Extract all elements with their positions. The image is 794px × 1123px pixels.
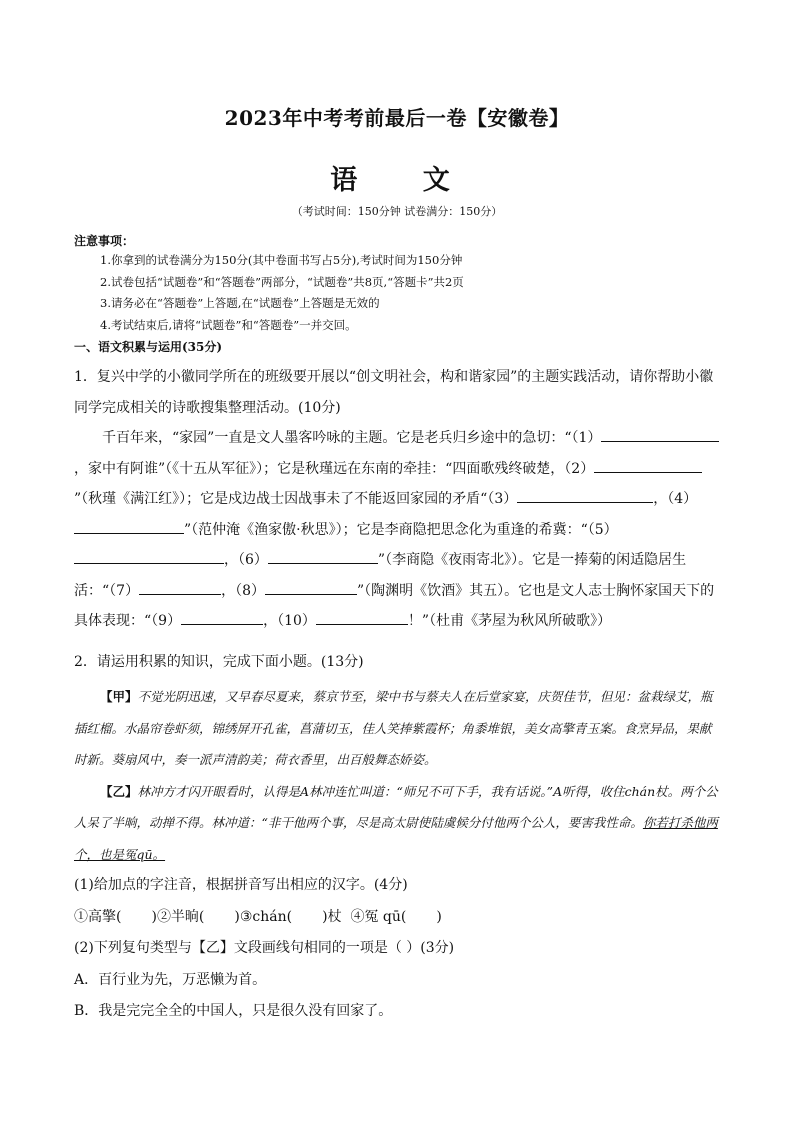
- subquestion-1-items: ①高擎( )②半晌( )③chán( )杖 ④冤 qū( ): [74, 908, 442, 925]
- blank-3[interactable]: [517, 486, 653, 503]
- passage-jia: 【甲】不觉光阴迅速，又早春尽夏来，蔡京节至，梁中书与蔡夫人在后堂家宴，庆贺佳节，但见：盆栽绿艾，瓶插红榴。水晶帘卷虾须，锦绣屏开孔雀，菖蒲切玉，佳人笑捧紫霞杯；角黍堆银，美女高擎青玉案。食烹异品，果献时新。葵扇风中，奏一派声清韵美；荷衣香里，出百般舞态娇姿。: [74, 689, 713, 767]
- exam-meta: （考试时间：150分钟 试卷满分：150分）: [291, 205, 503, 218]
- blank-10[interactable]: [316, 608, 408, 625]
- subject-title: 语 文: [330, 165, 478, 196]
- blank-4[interactable]: [74, 517, 184, 534]
- subquestion-2: (2)下列复句类型与【乙】文段画线句相同的一项是（ ）(3分): [74, 940, 455, 956]
- passage-yi-tag: 【乙】: [100, 783, 138, 799]
- question-1-passage: 千百年来，“家园”一直是文人墨客吟咏的主题。它是老兵归乡途中的急切：“（1），家中有阿谁”（《十五从军征》）；它是秋瑾远在东南的牵挂：“四面歌残终破楚，（2）”（秋瑾《满江红》）；它是戍边战士因战事未了不能返回家园的矛盾“（3） ，（4） ”（范仲淹《渔家傲·秋思》）；它是李商隐把思念化为重逢的希冀：“（5） ，（6） ”（李商隐《夜雨寄北》）。它是一捧菊的闲适隐居生活：“（7） ，（8） ”（陶渊明《饮酒》其五）。它也是文人志士胸怀家国天下的具体表现：“（9） ，（10） ！”（杜甫《茅屋为秋风所破歌》）: [74, 423, 722, 637]
- notice-item: 2.试卷包括“试题卷”和“答题卷”两部分，“试题卷”共8页,“答题卡”共2页: [100, 274, 464, 289]
- blank-2[interactable]: [594, 456, 702, 473]
- question-2-subquestions: [74, 870, 722, 1028]
- blank-5[interactable]: [74, 547, 224, 564]
- passage-jia-tag: 【甲】: [100, 689, 138, 704]
- notice-list: [74, 250, 722, 336]
- notice-heading: 注意事项：: [74, 234, 135, 248]
- blank-8[interactable]: [265, 578, 357, 595]
- question-1: [74, 362, 722, 637]
- blank-7[interactable]: [139, 578, 221, 595]
- blank-1[interactable]: [601, 425, 719, 442]
- exam-title: 2023年中考考前最后一卷【安徽卷】: [224, 106, 570, 130]
- blank-6[interactable]: [268, 547, 378, 564]
- section-heading: 一、语文积累与运用(35分): [74, 340, 223, 354]
- underlined-sentence: 你若打杀他两个，也是冤qū。: [74, 815, 718, 862]
- option-b: B．我是完完全全的中国人，只是很久没有回家了。: [74, 1003, 393, 1019]
- question-2-passages: [74, 681, 722, 870]
- notice-item: 3.请务必在“答题卷”上答题,在“试题卷”上答题是无效的: [100, 296, 380, 310]
- blank-9[interactable]: [181, 608, 263, 625]
- notice-item: 4.考试结束后,请将“试题卷”和“答题卷”一并交回。: [100, 317, 357, 332]
- notice-item: 1.你拿到的试卷满分为150分(其中卷面书写占5分),考试时间为150分钟: [100, 253, 463, 267]
- question-2-stem: 2．请运用积累的知识，完成下面小题。(13分): [74, 654, 364, 670]
- question-1-stem: 1．复兴中学的小徽同学所在的班级要开展以“创文明社会，构和谐家园”的主题实践活动，请你帮助小徽同学完成相关的诗歌搜集整理活动。(10分): [74, 369, 714, 416]
- subquestion-1: (1)给加点的字注音，根据拼音写出相应的汉字。(4分): [74, 877, 408, 893]
- option-a: A．百行业为先，万恶懒为首。: [74, 971, 267, 988]
- passage-yi: 【乙】林冲方才闪开眼看时，认得是A林冲连忙叫道：“师兄不可下手，我有话说。”A听得，收住chán杖。两个公人呆了半晌，动掸不得。林冲道：“非干他两个事，尽是高太尉使陆虞候分付他两个公人，要害我性命。你若打杀他两个，也是冤qū。: [74, 783, 718, 862]
